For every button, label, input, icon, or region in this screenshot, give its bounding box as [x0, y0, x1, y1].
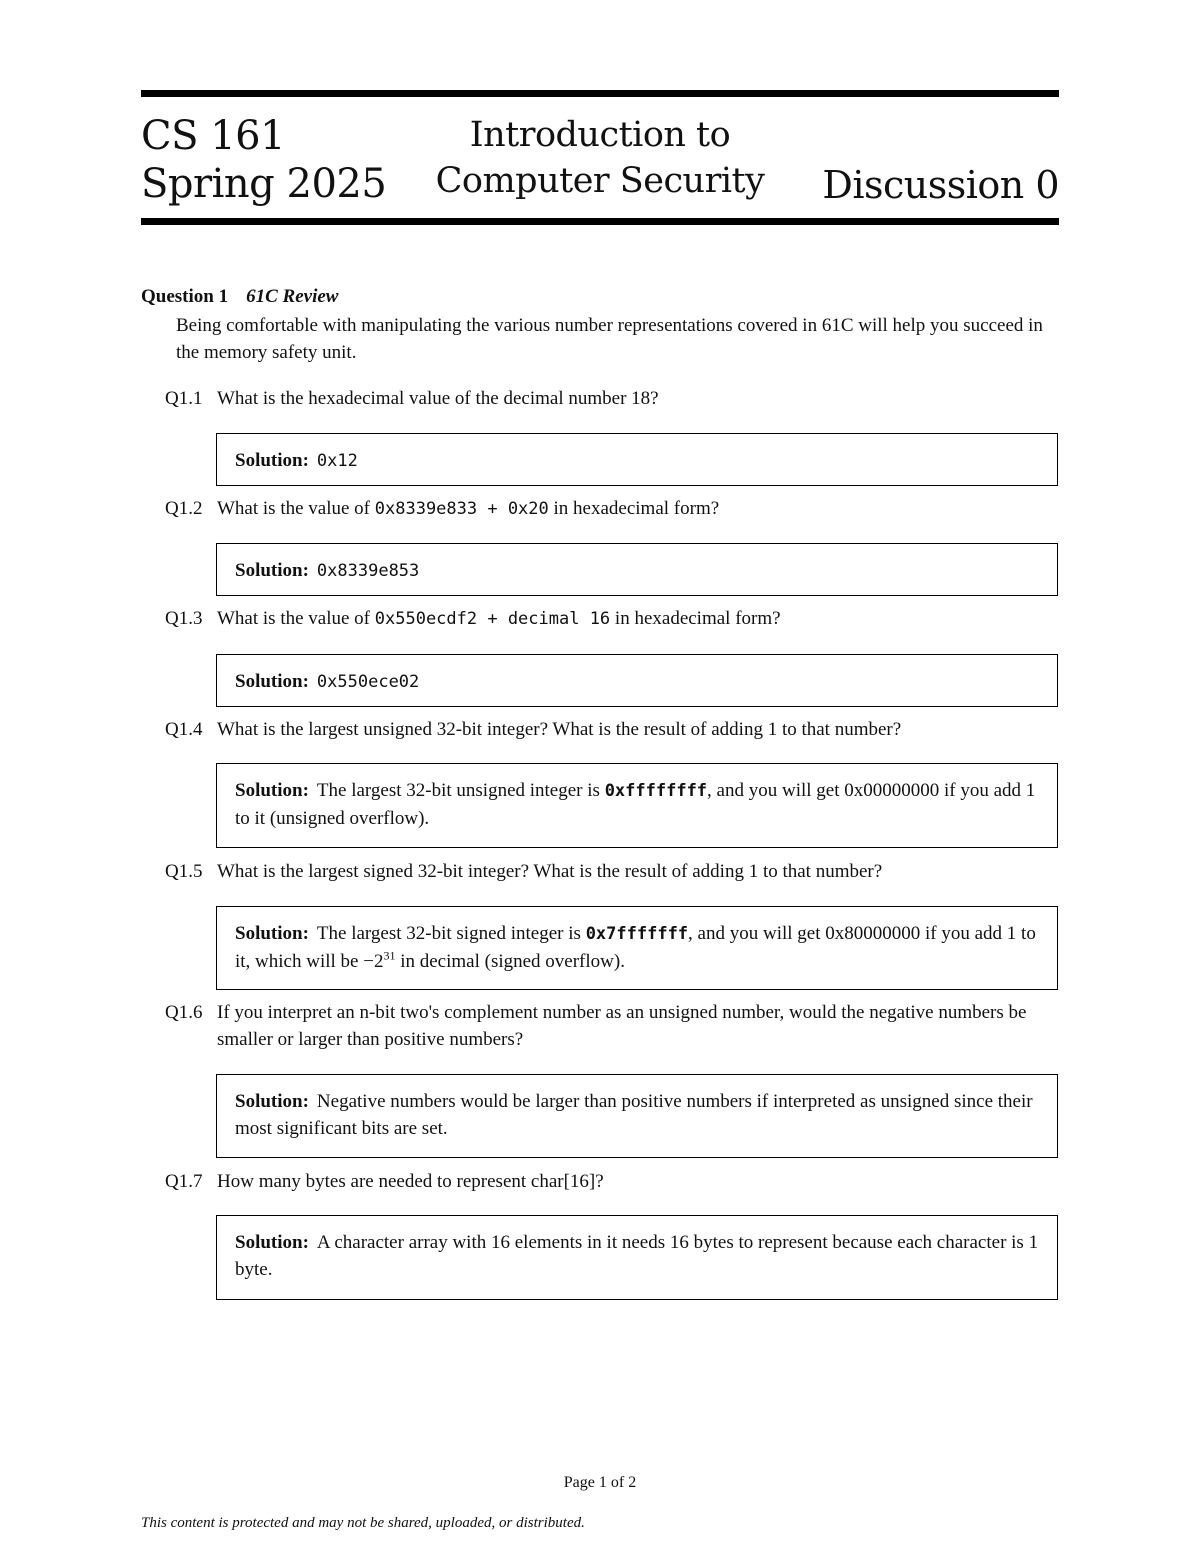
solution-code: 0xffffffff [604, 781, 708, 801]
question-part [165, 999, 1060, 1053]
header-rule-top [141, 90, 1059, 97]
part-number: Q1.1 [165, 388, 203, 409]
part-text: What is the largest signed 32-bit integer? What is the result of adding 1 to that number? [217, 861, 883, 882]
part-text: If you interpret an n-bit two's complement number as an unsigned number, would the negative numbers be smaller or larger than positive numbers? [217, 1002, 1027, 1050]
solution-box [216, 763, 1058, 848]
document-label: Discussion 0 [822, 163, 1059, 207]
part-number: Q1.3 [165, 608, 203, 629]
page-number: Page 1 of 2 [563, 1474, 637, 1491]
part-number: Q1.2 [165, 498, 203, 519]
course-title-line2: Computer Security [435, 161, 765, 201]
question-title: 61C Review [246, 286, 339, 307]
solution-label: Solution: [235, 1091, 309, 1112]
solution-text: The largest 32-bit signed integer is [316, 923, 586, 944]
part-text [217, 385, 1060, 412]
part-text: What is the largest unsigned 32-bit integer? What is the result of adding 1 to that number? [217, 719, 902, 740]
solution-label: Solution: [235, 450, 309, 471]
question-part [165, 716, 1060, 743]
solution-label: Solution: [235, 671, 309, 692]
solution-exponent: 31 [383, 948, 396, 963]
solution-text: , and you will get 0x00000000 if you add 1 to it (unsigned overflow). [235, 780, 1036, 829]
part-text [217, 605, 1060, 633]
question-part [165, 858, 1060, 885]
question-part [165, 605, 1060, 633]
solution-code: 0x7fffffff [585, 924, 689, 944]
solution-box [216, 1074, 1058, 1158]
question-heading [141, 284, 338, 310]
solution-label: Solution: [235, 560, 309, 581]
solution-box [216, 543, 1058, 596]
part-code: 0x550ecdf2 + decimal 16 [374, 609, 611, 629]
solution-text: A character array with 16 elements in it needs 16 bytes to represent because each character is 1 byte. [235, 1232, 1039, 1280]
part-text-segment: What is the hexadecimal value of the decimal number 18? [217, 388, 659, 409]
solution-text: The largest 32-bit unsigned integer is [316, 780, 605, 801]
part-number: Q1.7 [165, 1171, 203, 1192]
solution-label: Solution: [235, 1232, 309, 1253]
copyright-notice: This content is protected and may not be shared, uploaded, or distributed. [141, 1515, 585, 1531]
part-number: Q1.6 [165, 1002, 203, 1023]
question-intro: Being comfortable with manipulating the various number representations covered in 61C will help you succeed in the memory safety unit. [176, 315, 1043, 363]
solution-label: Solution: [235, 923, 309, 944]
part-text-segment: What is the value of [217, 498, 375, 519]
question-part [165, 1168, 1060, 1195]
course-title-line1: Introduction to [469, 115, 731, 155]
part-text-segment: in hexadecimal form? [548, 498, 720, 519]
part-number: Q1.4 [165, 719, 203, 740]
solution-text: in decimal (signed overflow). [395, 951, 625, 972]
part-code: 0x8339e833 + 0x20 [374, 499, 549, 519]
solution-box [216, 654, 1058, 707]
solution-box [216, 1215, 1058, 1300]
solution-box [216, 433, 1058, 486]
solution-text: 0x12 [316, 451, 358, 471]
part-text: How many bytes are needed to represent char[16]? [217, 1171, 604, 1192]
solution-label: Solution: [235, 780, 309, 801]
question-part [165, 495, 1060, 523]
part-text-segment: in hexadecimal form? [610, 608, 781, 629]
header-rule-bottom [141, 218, 1059, 225]
part-number: Q1.5 [165, 861, 203, 882]
question-number: Question 1 [141, 286, 229, 307]
solution-text: , and you will get 0x80000000 if you add 1 to it, which will be −2 [235, 923, 1036, 972]
solution-box [216, 906, 1058, 990]
solution-text: 0x550ece02 [316, 672, 420, 692]
course-code: CS 161 [141, 113, 286, 159]
part-text [217, 495, 1060, 523]
solution-text: 0x8339e853 [316, 561, 420, 581]
part-text-segment: What is the value of [217, 608, 375, 629]
solution-text: Negative numbers would be larger than positive numbers if interpreted as unsigned since their most significant bits are set. [235, 1091, 1033, 1139]
course-term: Spring 2025 [141, 161, 387, 207]
question-part [165, 385, 1060, 412]
